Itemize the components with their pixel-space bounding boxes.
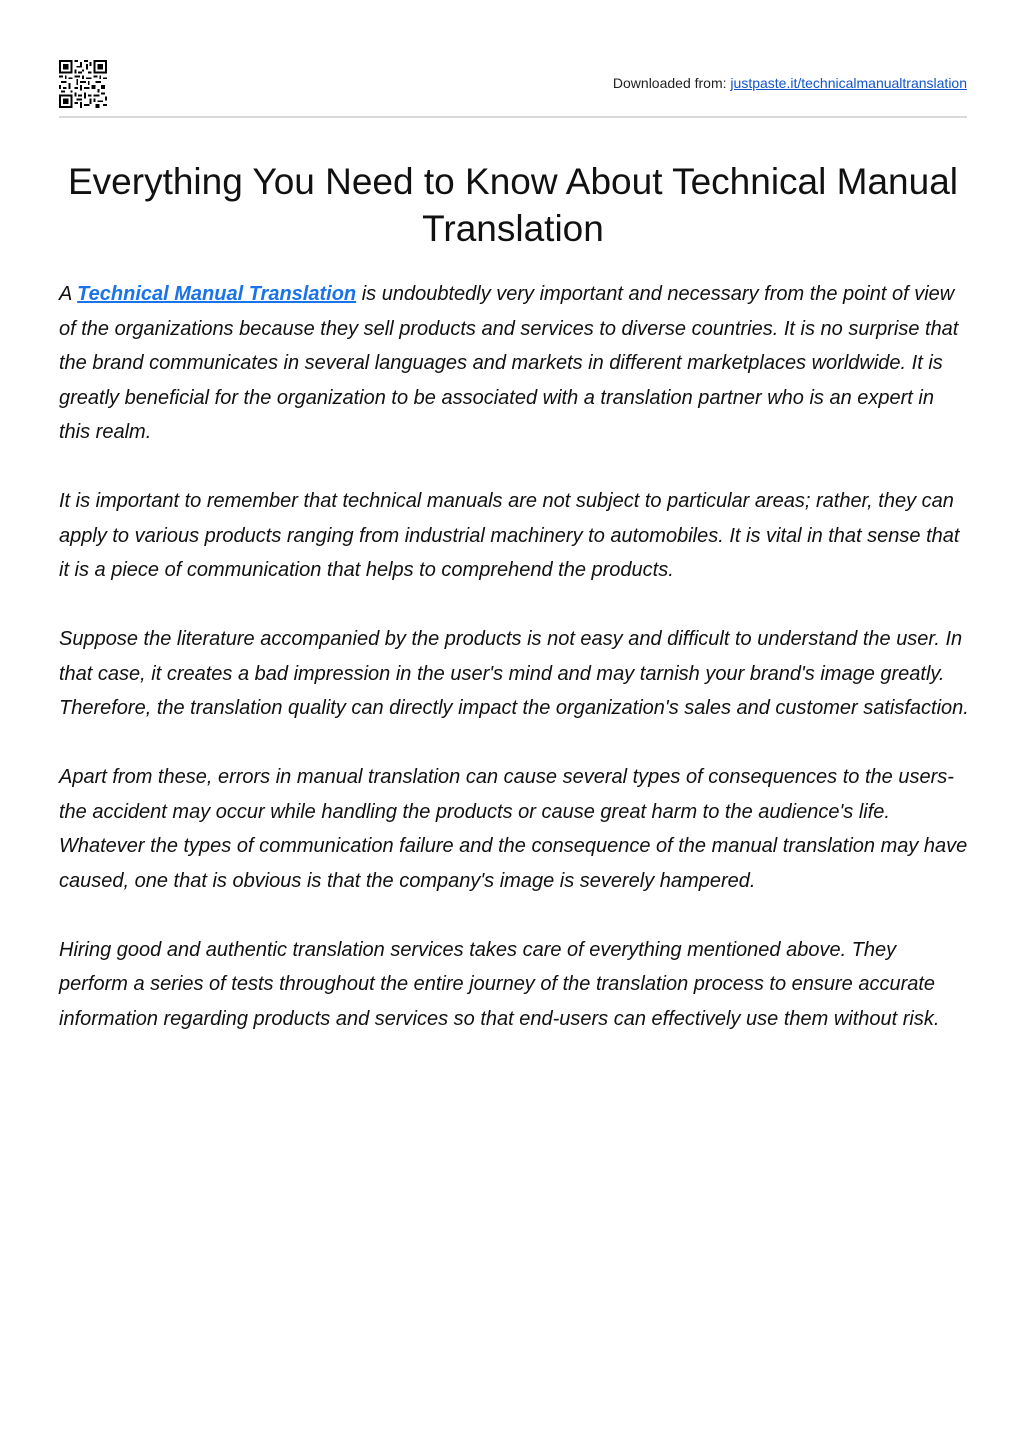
paragraph-5: Hiring good and authentic translation services takes care of everything mentioned above. They perform a series of tests throughout the entire journey of the translation process to ensure accurate information regarding products and services so that end-users can effectively use them without risk. bbox=[59, 938, 940, 1030]
page-header bbox=[59, 60, 967, 108]
header-divider bbox=[59, 116, 967, 118]
downloaded-label: Downloaded from: bbox=[612, 75, 727, 91]
paragraph-3: Suppose the literature accompanied by the products is not easy and difficult to understand the user. In that case, it creates a bad impression in the user's mind and may tarnish your brand's image greatly. Therefore, the translation quality can directly impact the organization's sales and customer satisfaction. bbox=[59, 628, 969, 719]
qr-code-icon bbox=[59, 60, 107, 108]
paragraph-4: Apart from these, errors in manual translation can cause several types of consequences to the users- the accident may occur while handling the products or cause great harm to the audience's life. Whatever the types of communication failure and the consequence of the manual translation may have caused, one that is obvious is that the company's image is severely hampered. bbox=[59, 766, 968, 892]
technical-manual-translation-link[interactable]: Technical Manual Translation bbox=[77, 283, 357, 305]
paragraph-1 bbox=[59, 277, 969, 450]
source-link[interactable]: justpaste.it/technicalmanualtranslation bbox=[730, 75, 967, 91]
page-title: Everything You Need to Know About Technical Manual Translation bbox=[68, 161, 958, 249]
download-source bbox=[613, 75, 967, 91]
paragraph-1-text: is undoubtedly very important and necessary from the point of view of the organizations because they sell products and services to diverse countries. It is no surprise that the brand communicates in several languages and markets in different marketplaces worldwide. It is greatly beneficial for the organization to be associated with a translation partner who is an expert in this realm. bbox=[59, 283, 959, 443]
paragraph-1-prefix: A bbox=[59, 283, 72, 305]
article-body bbox=[59, 277, 969, 1071]
paragraph-2: It is important to remember that technical manuals are not subject to particular areas; rather, they can apply to various products ranging from industrial machinery to automobiles. It is vital in that sense that it is a piece of communication that helps to comprehend the products. bbox=[59, 490, 960, 581]
